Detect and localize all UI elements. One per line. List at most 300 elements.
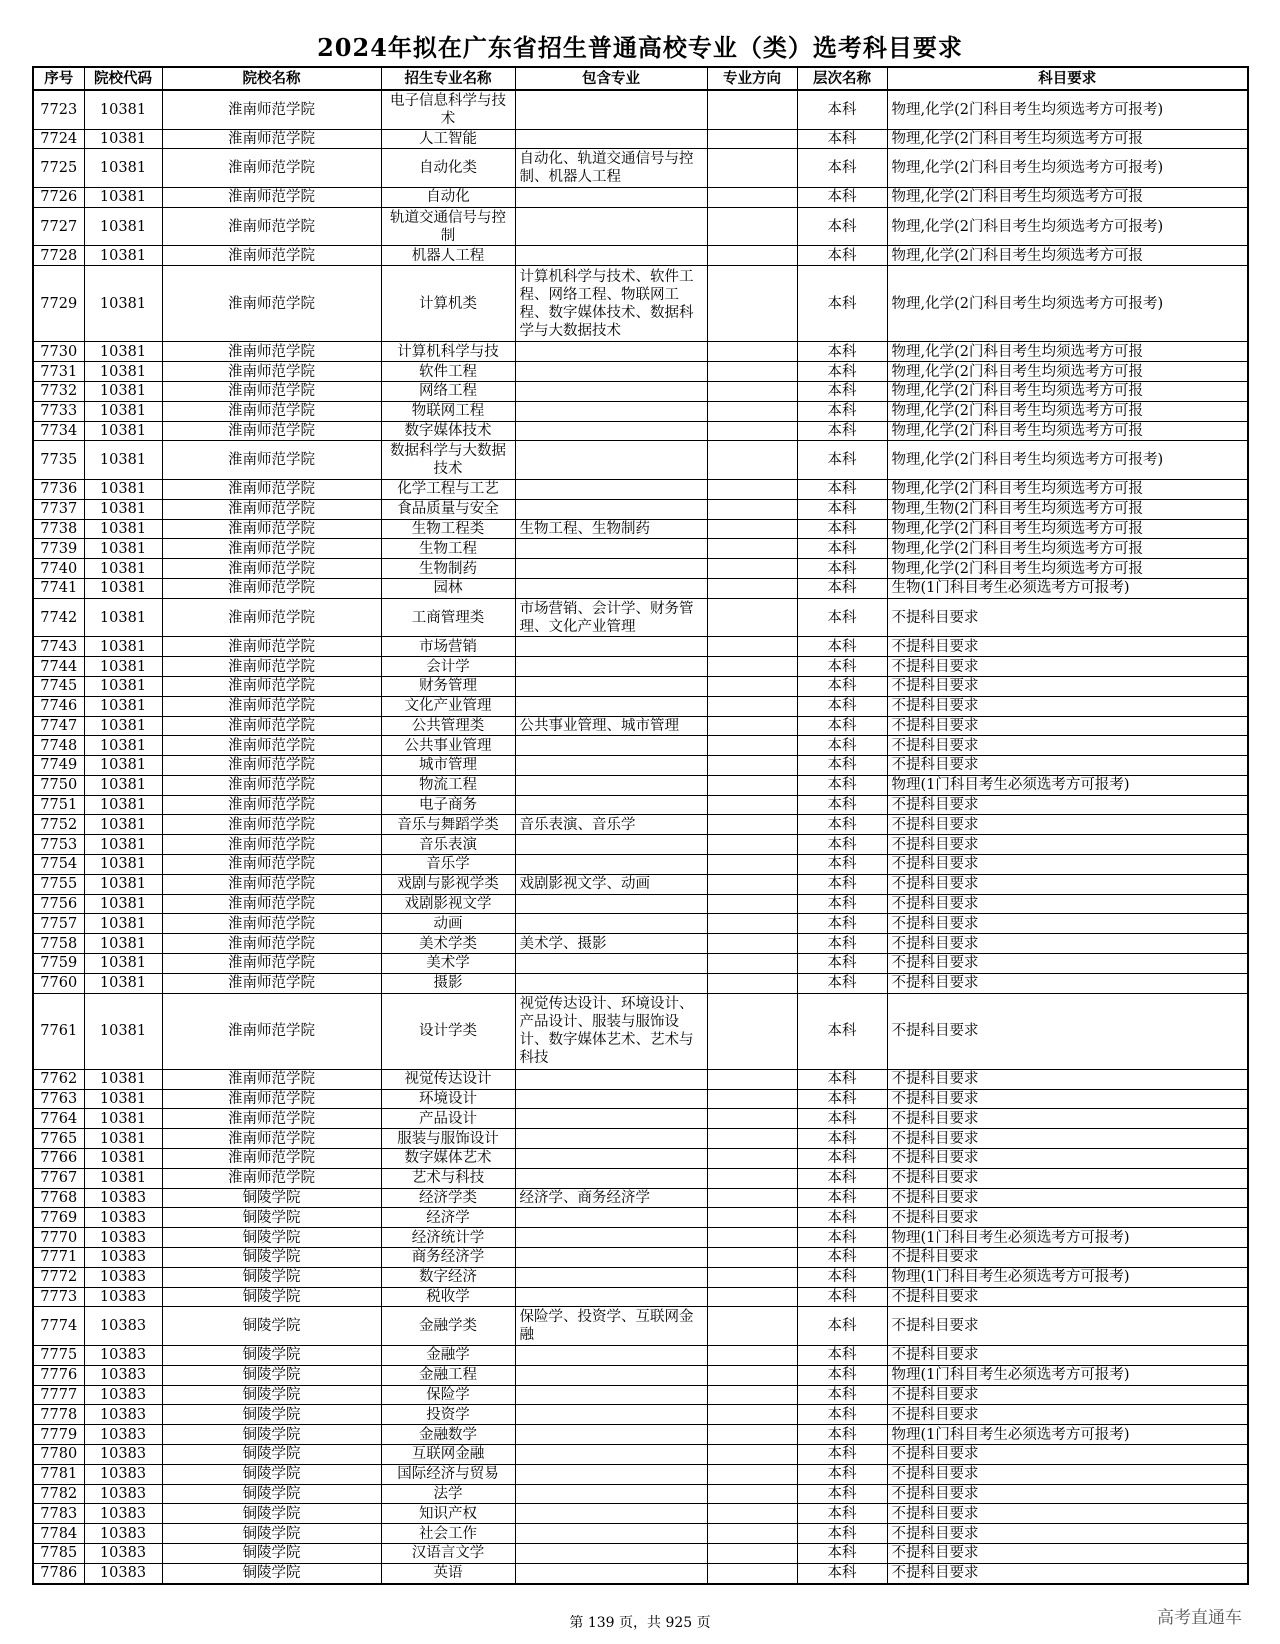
table-cell: 本科 xyxy=(797,207,887,246)
table-cell: 7781 xyxy=(33,1464,84,1484)
table-cell: 7743 xyxy=(33,637,84,657)
table-cell: 7771 xyxy=(33,1248,84,1268)
table-cell: 10383 xyxy=(84,1267,162,1287)
table-row xyxy=(33,559,1248,579)
table-cell: 淮南师范学院 xyxy=(162,676,381,696)
table-cell: 物理,化学(2门科目考生均须选考方可报考) xyxy=(887,441,1248,480)
table-cell: 英语 xyxy=(381,1563,515,1583)
table-cell: 淮南师范学院 xyxy=(162,187,381,207)
table-cell xyxy=(515,1524,707,1544)
table-cell: 7750 xyxy=(33,775,84,795)
table-cell: 10383 xyxy=(84,1365,162,1385)
table-cell: 本科 xyxy=(797,342,887,362)
table-cell: 环境设计 xyxy=(381,1089,515,1109)
table-cell xyxy=(707,993,797,1069)
table-cell: 计算机科学与技术、软件工程、网络工程、物联网工程、数字媒体技术、数据科学与大数据技术 xyxy=(515,266,707,342)
table-cell: 公共事业管理、城市管理 xyxy=(515,716,707,736)
table-cell xyxy=(515,1444,707,1464)
table-row xyxy=(33,1524,1248,1544)
table-cell: 本科 xyxy=(797,716,887,736)
table-cell: 7768 xyxy=(33,1188,84,1208)
table-cell: 7774 xyxy=(33,1307,84,1346)
table-cell: 不提科目要求 xyxy=(887,874,1248,894)
table-row xyxy=(33,775,1248,795)
table-cell: 淮南师范学院 xyxy=(162,207,381,246)
table-cell: 不提科目要求 xyxy=(887,1543,1248,1563)
table-cell: 本科 xyxy=(797,756,887,776)
table-cell: 淮南师范学院 xyxy=(162,1109,381,1129)
table-cell xyxy=(707,637,797,657)
table-cell: 10381 xyxy=(84,479,162,499)
table-cell: 淮南师范学院 xyxy=(162,914,381,934)
table-cell: 本科 xyxy=(797,1464,887,1484)
table-cell xyxy=(515,657,707,677)
table-cell: 10381 xyxy=(84,1149,162,1169)
table-cell: 7729 xyxy=(33,266,84,342)
table-cell xyxy=(707,1524,797,1544)
table-row xyxy=(33,1484,1248,1504)
table-cell xyxy=(707,1228,797,1248)
table-cell: 本科 xyxy=(797,657,887,677)
table-cell: 7751 xyxy=(33,795,84,815)
table-row xyxy=(33,835,1248,855)
table-row xyxy=(33,736,1248,756)
table-cell xyxy=(707,1149,797,1169)
table-cell: 物理,化学(2门科目考生均须选考方可报 xyxy=(887,381,1248,401)
table-cell: 10381 xyxy=(84,598,162,637)
table-row xyxy=(33,499,1248,519)
table-cell: 淮南师范学院 xyxy=(162,775,381,795)
table-cell xyxy=(707,1188,797,1208)
table-cell: 铜陵学院 xyxy=(162,1504,381,1524)
table-cell xyxy=(707,1504,797,1524)
table-row xyxy=(33,1267,1248,1287)
table-cell: 10383 xyxy=(84,1484,162,1504)
table-cell: 不提科目要求 xyxy=(887,1563,1248,1583)
table-cell: 财务管理 xyxy=(381,676,515,696)
table-cell: 本科 xyxy=(797,598,887,637)
table-row xyxy=(33,266,1248,342)
table-cell: 7770 xyxy=(33,1228,84,1248)
table-cell: 食品质量与安全 xyxy=(381,499,515,519)
table-cell xyxy=(707,914,797,934)
table-cell: 物理(1门科目考生必须选考方可报考) xyxy=(887,1425,1248,1445)
table-cell: 7731 xyxy=(33,362,84,382)
table-cell: 7733 xyxy=(33,401,84,421)
page-title: 2024年拟在广东省招生普通高校专业（类）选考科目要求 xyxy=(317,33,963,62)
table-cell: 7755 xyxy=(33,874,84,894)
column-header: 层次名称 xyxy=(797,67,887,90)
table-cell: 淮南师范学院 xyxy=(162,716,381,736)
table-cell: 7756 xyxy=(33,894,84,914)
table-cell xyxy=(707,1168,797,1188)
table-cell xyxy=(515,1484,707,1504)
table-cell: 不提科目要求 xyxy=(887,993,1248,1069)
table-cell: 摄影 xyxy=(381,973,515,993)
table-cell: 铜陵学院 xyxy=(162,1543,381,1563)
table-cell: 不提科目要求 xyxy=(887,835,1248,855)
table-cell xyxy=(707,441,797,480)
table-cell xyxy=(707,736,797,756)
brand-watermark: 高考直通车 xyxy=(1157,1608,1242,1628)
table-cell: 10381 xyxy=(84,657,162,677)
table-cell: 7773 xyxy=(33,1287,84,1307)
table-cell: 生物制药 xyxy=(381,559,515,579)
table-cell: 生物(1门科目考生必须选考方可报考) xyxy=(887,578,1248,598)
table-cell: 本科 xyxy=(797,795,887,815)
table-cell: 本科 xyxy=(797,815,887,835)
table-cell: 7757 xyxy=(33,914,84,934)
table-cell: 本科 xyxy=(797,499,887,519)
column-header: 院校代码 xyxy=(84,67,162,90)
table-cell: 化学工程与工艺 xyxy=(381,479,515,499)
table-cell: 10381 xyxy=(84,1089,162,1109)
table-row xyxy=(33,401,1248,421)
table-row xyxy=(33,1149,1248,1169)
table-cell: 本科 xyxy=(797,1365,887,1385)
table-cell: 7786 xyxy=(33,1563,84,1583)
table-cell: 7766 xyxy=(33,1149,84,1169)
table-cell xyxy=(515,1464,707,1484)
table-cell: 文化产业管理 xyxy=(381,696,515,716)
table-cell: 不提科目要求 xyxy=(887,1307,1248,1346)
table-cell: 本科 xyxy=(797,266,887,342)
table-cell: 音乐表演、音乐学 xyxy=(515,815,707,835)
table-cell: 10381 xyxy=(84,855,162,875)
table-row xyxy=(33,1228,1248,1248)
table-cell: 不提科目要求 xyxy=(887,696,1248,716)
table-cell: 计算机科学与技 xyxy=(381,342,515,362)
table-cell: 7759 xyxy=(33,954,84,974)
table-row xyxy=(33,993,1248,1069)
table-cell xyxy=(515,1385,707,1405)
table-cell: 本科 xyxy=(797,934,887,954)
table-cell xyxy=(707,1287,797,1307)
table-cell: 7723 xyxy=(33,90,84,129)
table-cell xyxy=(515,1267,707,1287)
table-cell: 10381 xyxy=(84,1168,162,1188)
table-cell: 生物工程、生物制药 xyxy=(515,519,707,539)
table-cell: 物理,化学(2门科目考生均须选考方可报 xyxy=(887,519,1248,539)
table-row xyxy=(33,149,1248,188)
table-cell: 10381 xyxy=(84,874,162,894)
table-cell: 投资学 xyxy=(381,1405,515,1425)
table-row xyxy=(33,1425,1248,1445)
table-cell xyxy=(515,1069,707,1089)
table-cell: 物理,化学(2门科目考生均须选考方可报 xyxy=(887,421,1248,441)
table-cell: 淮南师范学院 xyxy=(162,874,381,894)
table-cell: 7776 xyxy=(33,1365,84,1385)
table-body xyxy=(33,90,1248,1584)
table-row xyxy=(33,954,1248,974)
table-cell: 铜陵学院 xyxy=(162,1444,381,1464)
table-cell: 淮南师范学院 xyxy=(162,756,381,776)
table-cell: 城市管理 xyxy=(381,756,515,776)
table-cell: 本科 xyxy=(797,1069,887,1089)
table-cell: 美术学、摄影 xyxy=(515,934,707,954)
table-cell xyxy=(707,1109,797,1129)
table-cell: 10381 xyxy=(84,342,162,362)
table-cell: 不提科目要求 xyxy=(887,1248,1248,1268)
table-cell: 本科 xyxy=(797,1228,887,1248)
table-cell: 铜陵学院 xyxy=(162,1248,381,1268)
table-cell: 本科 xyxy=(797,1129,887,1149)
table-cell: 7734 xyxy=(33,421,84,441)
table-cell: 本科 xyxy=(797,1444,887,1464)
table-cell xyxy=(707,894,797,914)
table-cell: 不提科目要求 xyxy=(887,1149,1248,1169)
table-cell: 7758 xyxy=(33,934,84,954)
table-cell: 7777 xyxy=(33,1385,84,1405)
table-cell: 不提科目要求 xyxy=(887,914,1248,934)
table-cell: 7747 xyxy=(33,716,84,736)
table-cell: 铜陵学院 xyxy=(162,1346,381,1366)
column-header: 专业方向 xyxy=(707,67,797,90)
table-cell: 经济学、商务经济学 xyxy=(515,1188,707,1208)
table-cell: 10383 xyxy=(84,1524,162,1544)
table-cell: 戏剧影视文学 xyxy=(381,894,515,914)
table-row xyxy=(33,1444,1248,1464)
table-cell: 本科 xyxy=(797,578,887,598)
table-cell: 社会工作 xyxy=(381,1524,515,1544)
table-cell xyxy=(515,1208,707,1228)
table-cell: 不提科目要求 xyxy=(887,1089,1248,1109)
table-cell xyxy=(515,1129,707,1149)
table-cell: 7730 xyxy=(33,342,84,362)
table-cell: 10381 xyxy=(84,993,162,1069)
table-cell: 10383 xyxy=(84,1188,162,1208)
table-cell: 不提科目要求 xyxy=(887,894,1248,914)
table-cell: 铜陵学院 xyxy=(162,1425,381,1445)
table-row xyxy=(33,1563,1248,1583)
table-cell: 10381 xyxy=(84,539,162,559)
table-cell: 不提科目要求 xyxy=(887,736,1248,756)
table-cell: 10381 xyxy=(84,736,162,756)
table-cell: 10381 xyxy=(84,835,162,855)
table-cell: 不提科目要求 xyxy=(887,1168,1248,1188)
column-header: 招生专业名称 xyxy=(381,67,515,90)
table-cell: 计算机类 xyxy=(381,266,515,342)
column-header: 包含专业 xyxy=(515,67,707,90)
table-cell xyxy=(707,207,797,246)
table-cell: 淮南师范学院 xyxy=(162,855,381,875)
table-cell: 7778 xyxy=(33,1405,84,1425)
table-cell: 本科 xyxy=(797,835,887,855)
table-cell xyxy=(515,954,707,974)
table-cell: 铜陵学院 xyxy=(162,1228,381,1248)
table-cell: 淮南师范学院 xyxy=(162,815,381,835)
table-cell: 本科 xyxy=(797,381,887,401)
subject-requirements-table xyxy=(32,66,1249,1585)
table-cell xyxy=(515,855,707,875)
table-cell: 10381 xyxy=(84,676,162,696)
table-cell: 电子信息科学与技术 xyxy=(381,90,515,129)
table-cell xyxy=(515,539,707,559)
table-cell: 10381 xyxy=(84,129,162,149)
table-cell: 本科 xyxy=(797,973,887,993)
table-cell xyxy=(515,129,707,149)
table-cell: 7748 xyxy=(33,736,84,756)
table-cell xyxy=(515,401,707,421)
table-cell: 市场营销、会计学、财务管理、文化产业管理 xyxy=(515,598,707,637)
table-cell xyxy=(515,499,707,519)
table-cell: 不提科目要求 xyxy=(887,934,1248,954)
table-cell: 7727 xyxy=(33,207,84,246)
table-cell: 淮南师范学院 xyxy=(162,246,381,266)
table-cell: 10383 xyxy=(84,1346,162,1366)
table-cell: 7775 xyxy=(33,1346,84,1366)
table-cell: 不提科目要求 xyxy=(887,676,1248,696)
table-cell: 淮南师范学院 xyxy=(162,835,381,855)
table-cell xyxy=(707,1405,797,1425)
table-cell xyxy=(515,1149,707,1169)
table-cell: 金融学 xyxy=(381,1346,515,1366)
table-cell: 本科 xyxy=(797,1208,887,1228)
table-cell: 淮南师范学院 xyxy=(162,362,381,382)
table-cell xyxy=(707,1444,797,1464)
table-cell xyxy=(707,775,797,795)
table-row xyxy=(33,914,1248,934)
table-cell xyxy=(707,1563,797,1583)
table-cell xyxy=(515,1168,707,1188)
table-cell: 本科 xyxy=(797,1267,887,1287)
table-cell: 淮南师范学院 xyxy=(162,736,381,756)
table-cell: 淮南师范学院 xyxy=(162,696,381,716)
table-cell: 7728 xyxy=(33,246,84,266)
table-row xyxy=(33,342,1248,362)
table-cell: 淮南师范学院 xyxy=(162,657,381,677)
table-cell: 不提科目要求 xyxy=(887,1069,1248,1089)
table-cell xyxy=(515,559,707,579)
table-cell: 10381 xyxy=(84,1069,162,1089)
table-cell: 保险学 xyxy=(381,1385,515,1405)
table-row xyxy=(33,129,1248,149)
table-cell xyxy=(707,1385,797,1405)
table-cell xyxy=(515,421,707,441)
table-cell: 7732 xyxy=(33,381,84,401)
table-cell: 本科 xyxy=(797,539,887,559)
table-cell xyxy=(707,129,797,149)
table-cell: 物理(1门科目考生必须选考方可报考) xyxy=(887,1267,1248,1287)
table-cell: 本科 xyxy=(797,187,887,207)
table-cell xyxy=(707,874,797,894)
table-cell: 人工智能 xyxy=(381,129,515,149)
table-cell: 淮南师范学院 xyxy=(162,954,381,974)
table-cell: 7772 xyxy=(33,1267,84,1287)
table-cell: 7761 xyxy=(33,993,84,1069)
table-cell: 电子商务 xyxy=(381,795,515,815)
table-cell xyxy=(515,362,707,382)
table-cell: 自动化 xyxy=(381,187,515,207)
table-row xyxy=(33,855,1248,875)
table-row xyxy=(33,1365,1248,1385)
table-row xyxy=(33,362,1248,382)
table-row xyxy=(33,441,1248,480)
table-cell xyxy=(515,1365,707,1385)
table-cell: 7765 xyxy=(33,1129,84,1149)
table-cell xyxy=(707,795,797,815)
table-cell xyxy=(515,835,707,855)
table-cell: 本科 xyxy=(797,479,887,499)
table-cell: 物理(1门科目考生必须选考方可报考) xyxy=(887,775,1248,795)
table-cell: 10381 xyxy=(84,795,162,815)
table-cell: 7726 xyxy=(33,187,84,207)
table-cell xyxy=(707,934,797,954)
table-cell: 美术学类 xyxy=(381,934,515,954)
table-row xyxy=(33,1109,1248,1129)
table-cell: 铜陵学院 xyxy=(162,1188,381,1208)
table-cell xyxy=(707,1267,797,1287)
table-cell: 淮南师范学院 xyxy=(162,479,381,499)
table-cell xyxy=(707,499,797,519)
table-cell: 7760 xyxy=(33,973,84,993)
table-row xyxy=(33,676,1248,696)
table-cell: 艺术与科技 xyxy=(381,1168,515,1188)
table-cell: 物理,化学(2门科目考生均须选考方可报 xyxy=(887,362,1248,382)
table-cell: 7749 xyxy=(33,756,84,776)
table-cell: 7753 xyxy=(33,835,84,855)
table-row xyxy=(33,934,1248,954)
table-row xyxy=(33,1307,1248,1346)
table-cell: 10383 xyxy=(84,1464,162,1484)
table-cell: 淮南师范学院 xyxy=(162,578,381,598)
table-cell: 7737 xyxy=(33,499,84,519)
table-cell xyxy=(515,207,707,246)
table-cell: 7738 xyxy=(33,519,84,539)
table-cell: 不提科目要求 xyxy=(887,855,1248,875)
table-cell: 不提科目要求 xyxy=(887,1109,1248,1129)
table-cell: 不提科目要求 xyxy=(887,756,1248,776)
table-cell: 音乐与舞蹈学类 xyxy=(381,815,515,835)
table-cell: 国际经济与贸易 xyxy=(381,1464,515,1484)
table-cell: 音乐表演 xyxy=(381,835,515,855)
table-cell: 7769 xyxy=(33,1208,84,1228)
table-cell: 金融学类 xyxy=(381,1307,515,1346)
table-cell xyxy=(707,954,797,974)
table-cell: 10383 xyxy=(84,1307,162,1346)
table-row xyxy=(33,1248,1248,1268)
table-cell: 本科 xyxy=(797,519,887,539)
table-cell: 物理(1门科目考生必须选考方可报考) xyxy=(887,1365,1248,1385)
table-cell: 淮南师范学院 xyxy=(162,519,381,539)
table-row xyxy=(33,657,1248,677)
table-header-row xyxy=(33,67,1248,90)
table-cell: 10381 xyxy=(84,149,162,188)
table-cell: 淮南师范学院 xyxy=(162,401,381,421)
table-cell: 7745 xyxy=(33,676,84,696)
table-row xyxy=(33,716,1248,736)
table-cell: 本科 xyxy=(797,1287,887,1307)
table-cell xyxy=(515,795,707,815)
table-cell xyxy=(707,187,797,207)
table-cell: 7767 xyxy=(33,1168,84,1188)
table-cell: 7741 xyxy=(33,578,84,598)
table-cell xyxy=(515,246,707,266)
table-cell: 10381 xyxy=(84,441,162,480)
table-cell: 不提科目要求 xyxy=(887,1464,1248,1484)
table-cell: 本科 xyxy=(797,1405,887,1425)
table-cell: 10381 xyxy=(84,578,162,598)
table-cell: 本科 xyxy=(797,954,887,974)
table-row xyxy=(33,1405,1248,1425)
table-cell: 淮南师范学院 xyxy=(162,149,381,188)
table-cell: 物理,化学(2门科目考生均须选考方可报 xyxy=(887,129,1248,149)
table-cell: 7782 xyxy=(33,1484,84,1504)
table-cell: 物理,化学(2门科目考生均须选考方可报 xyxy=(887,342,1248,362)
table-cell: 10381 xyxy=(84,1129,162,1149)
table-cell xyxy=(707,539,797,559)
table-cell: 金融工程 xyxy=(381,1365,515,1385)
